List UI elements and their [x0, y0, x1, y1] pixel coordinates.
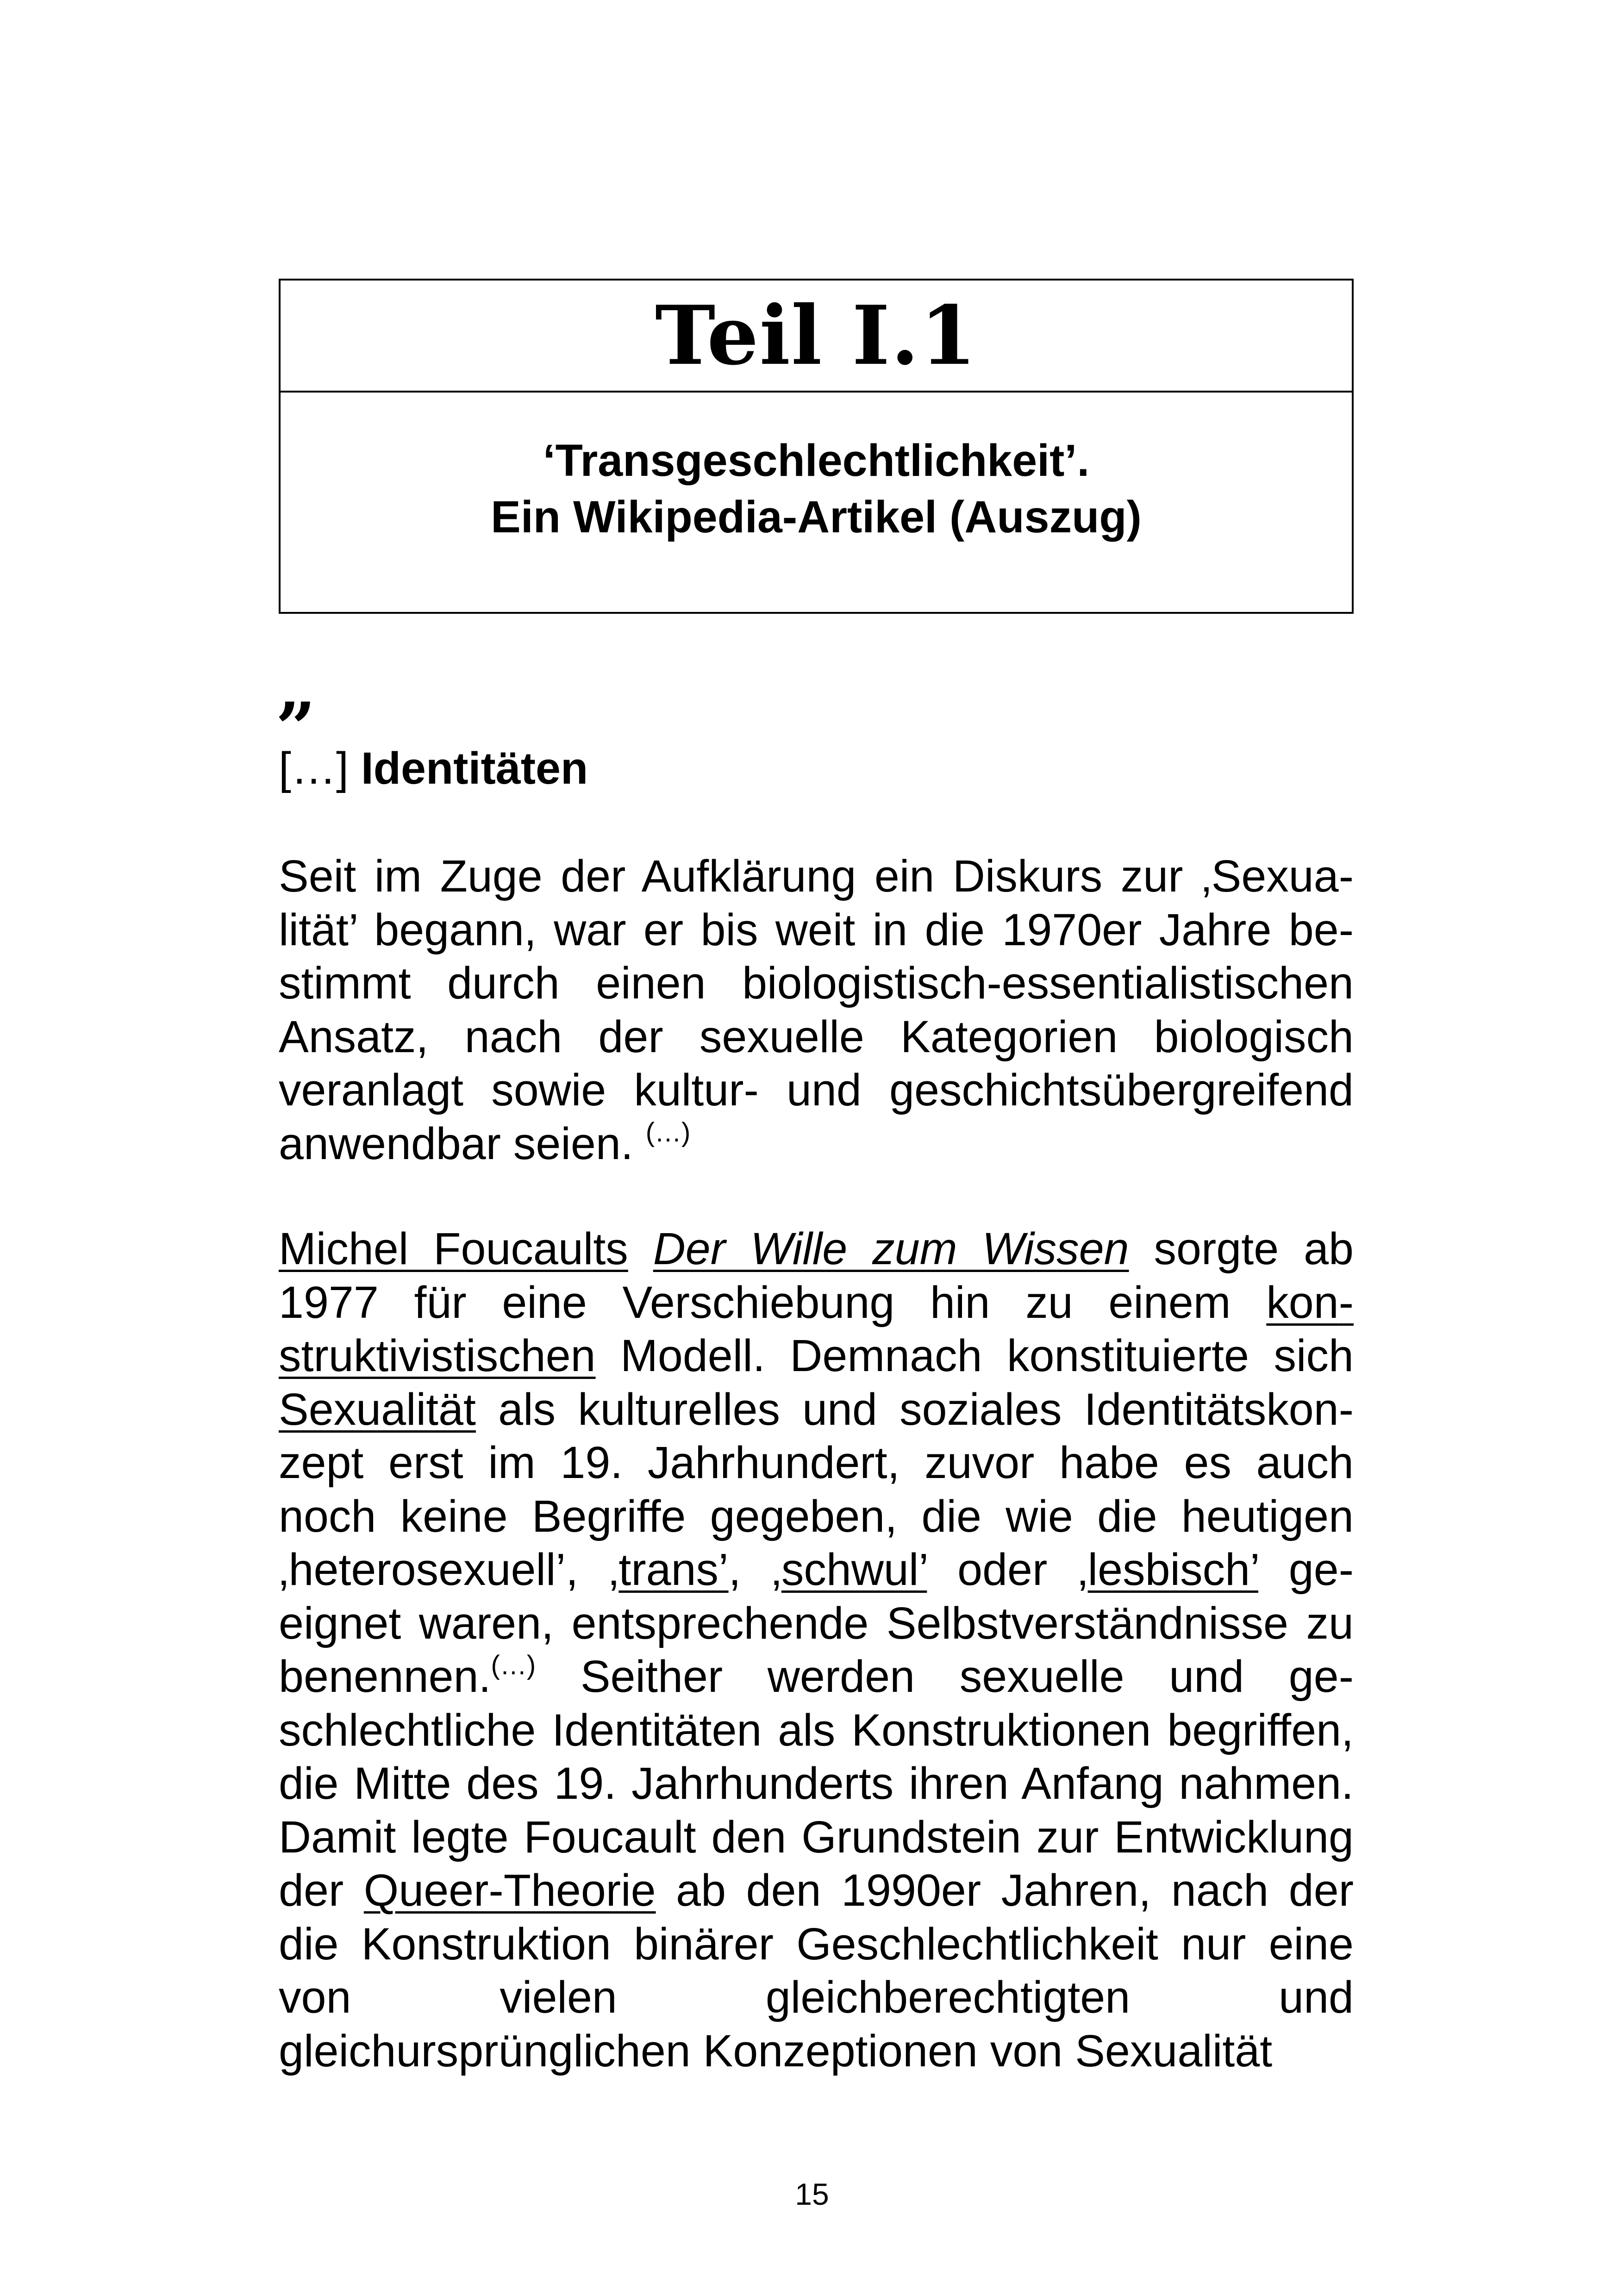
link-trans[interactable]: trans’ [618, 1544, 729, 1595]
link-queer-theorie[interactable]: Queer-Theorie [363, 1865, 656, 1915]
page-title: Teil I.1 [655, 288, 977, 383]
section-heading [279, 741, 588, 796]
paragraph-2-text-3: als kulturelles und soziales Identitätskonzept erst im 19. Jahrhundert, zuvor habe es auch noch keine Begriffe gegeben, die wie die heutigen ‚heterosexuell’, ‚ [279, 1384, 1354, 1595]
section-heading-text: Identitäten [361, 743, 588, 793]
paragraph-2-text-7: Seither werden sexuelle und geschlechtliche Identitäten als Konstruktionen begriffen, die Mitte des 19. Jahrhunderts ihren Anfang nahmen. Damit legte Foucault den Grundstein zur Entwicklung der [279, 1651, 1354, 1915]
paragraph-2-text-5: oder ‚ [927, 1544, 1088, 1595]
opening-quote-mark: „ [277, 648, 317, 729]
subtitle-line-2: Ein Wikipedia-Artikel (Auszug) [491, 492, 1142, 542]
link-michel-foucaults[interactable]: Michel Foucaults [279, 1223, 628, 1274]
link-konstruktivistischen[interactable]: konstruktivistischen [279, 1277, 1354, 1381]
paragraph-2-text-1: sorgte ab 1977 für eine Verschiebung hin zu einem [279, 1223, 1354, 1328]
paragraph-2-text-8: ab den 1990er Jahren, nach der die Konstruktion binärer Geschlechtlichkeit nur eine von vielen gleichberechtigten und gleichursprünglichen Konzeptionen von Sexualität [279, 1865, 1354, 2076]
paragraph-1-text: Seit im Zuge der Aufklärung ein Diskurs zur ‚Sexualität’ begann, war er bis weit in die 1970er Jahre bestimmt durch einen biologistisch-essentialistischen Ansatz, nach der sexuelle Kategorien biologisch veranlagt sowie kultur- und geschichtsübergreifend anwendbar seien. [279, 851, 1354, 1169]
paragraph-2-text-4: , ‚ [728, 1544, 781, 1595]
title-row [281, 281, 1352, 393]
link-lesbisch[interactable]: lesbisch’ [1087, 1544, 1259, 1595]
reference-marker[interactable]: (…) [645, 1117, 691, 1148]
reference-marker[interactable]: (…) [491, 1650, 536, 1680]
paragraph-1 [279, 849, 1354, 1170]
subtitle-block [281, 393, 1352, 545]
link-der-wille-zum-wissen[interactable]: Der Wille zum Wissen [653, 1223, 1129, 1274]
link-schwul[interactable]: schwul’ [781, 1544, 927, 1595]
subtitle-line-1: ‘Transgeschlechtlichkeit’. [543, 435, 1090, 486]
link-sexualitaet[interactable]: Sexualität [279, 1384, 476, 1434]
title-box [279, 279, 1354, 614]
page-number: 15 [795, 2177, 829, 2211]
paragraph-2-text-2: Modell. Demnach konstituierte sich [595, 1330, 1354, 1381]
paragraph-2-text-6: geeignet waren, entsprechende Selbstverständnisse zu benennen. [279, 1544, 1354, 1702]
paragraph-2 [279, 1222, 1354, 2077]
ellipsis-prefix: […] [279, 743, 349, 793]
